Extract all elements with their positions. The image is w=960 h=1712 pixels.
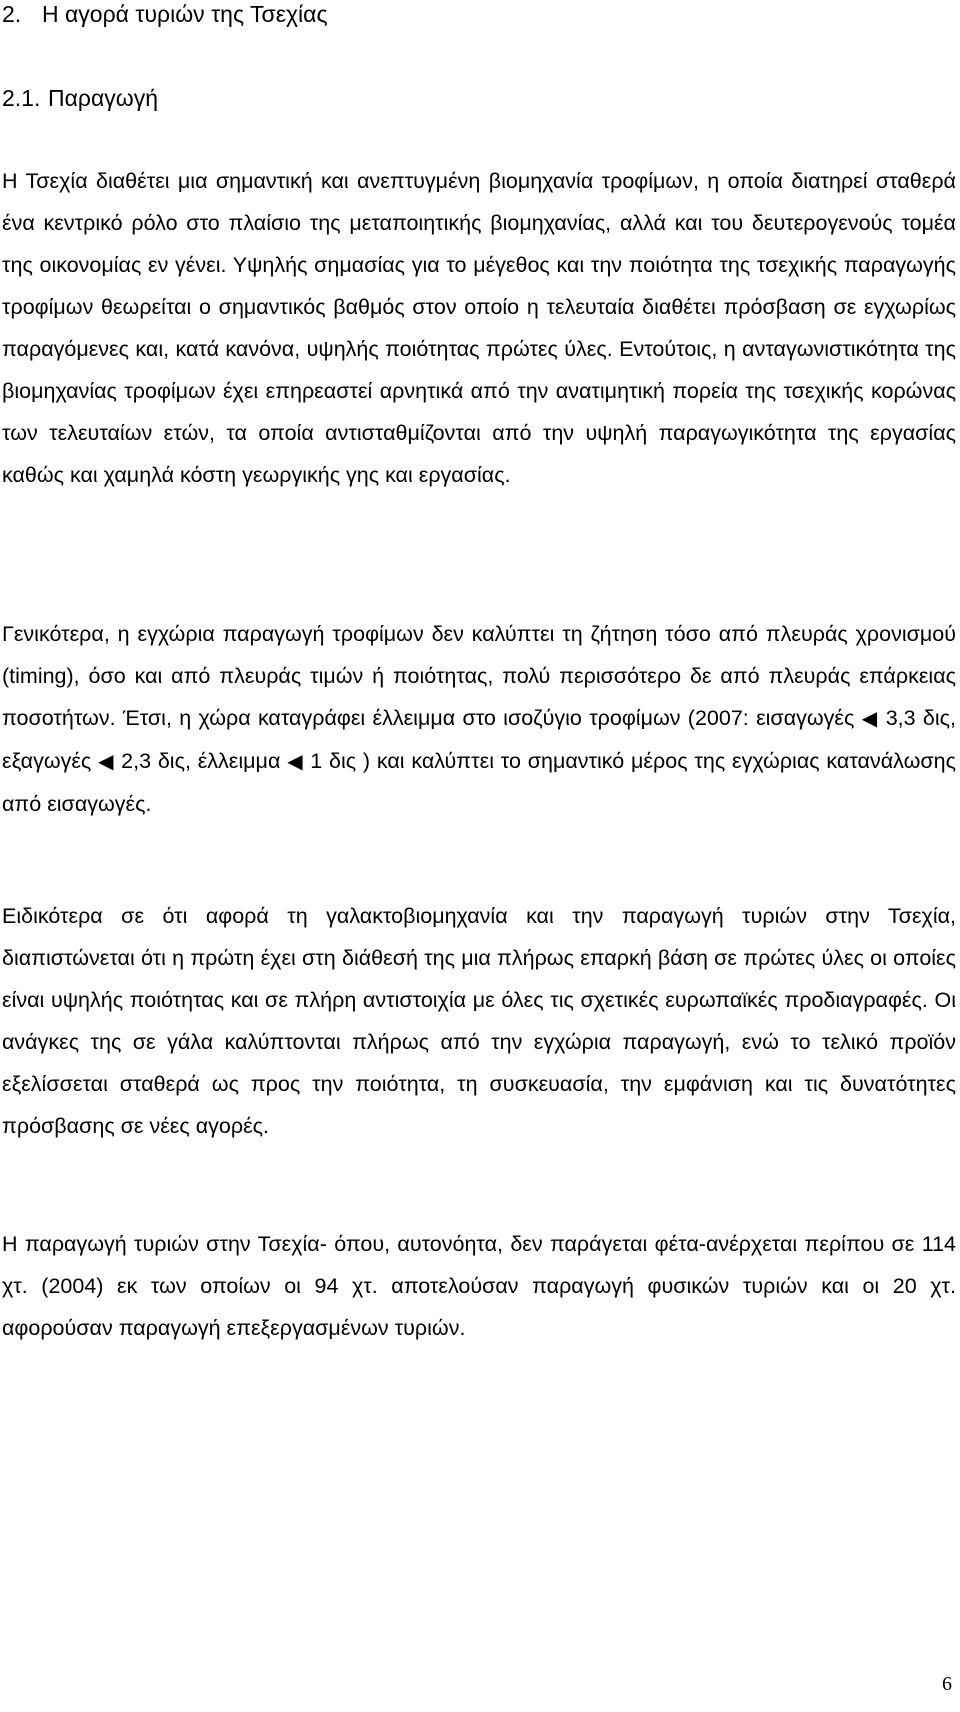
- section-number: 2.: [2, 1, 22, 27]
- paragraph-text: 1 δις ) και καλύπτει το σημαντικό μέρος της εγχώριας κατανάλωσης από εισαγωγές.: [2, 749, 956, 816]
- section-heading: [2, 0, 328, 28]
- subsection-heading: [2, 84, 158, 112]
- triangle-marker-icon: ◀: [861, 708, 879, 730]
- triangle-marker-icon: ◀: [287, 751, 304, 773]
- paragraph-cheese-production: Η παραγωγή τυριών στην Τσεχία- όπου, αυτονόητα, δεν παράγεται φέτα-ανέρχεται περίπου σε 114 χτ. (2004) εκ των οποίων οι 94 χτ. αποτελούσαν παραγωγή φυσικών τυριών και οι 20 χτ. αφορούσαν παραγωγή επεξεργασμένων τυριών.: [2, 1232, 956, 1340]
- paragraph-text: 3,3 δις, εξαγωγές: [2, 706, 956, 773]
- section-title: Η αγορά τυριών της Τσεχίας: [42, 1, 328, 27]
- paragraph-dairy-industry: Ειδικότερα σε ότι αφορά τη γαλακτοβιομηχανία και την παραγωγή τυριών στην Τσεχία, διαπιστώνεται ότι η πρώτη έχει στη διάθεσή της μια πλήρως επαρκή βάση σε πρώτες ύλες οι οποίες είναι υψηλής ποιότητας και σε πλήρη αντιστοιχία με όλες τις σχετικές ευρωπαϊκές προδιαγραφές. Οι ανάγκες της σε γάλα καλύπτονται πλήρως από την εγχώρια παραγωγή, ενώ το τελικό προϊόν εξελίσσεται σταθερά ως προς την ποιότητα, τη συσκευασία, την εμφάνιση και τις δυνατότητες πρόσβασης σε νέες αγορές.: [2, 904, 956, 1138]
- paragraph-text: 2,3 δις, έλλειμμα: [121, 749, 281, 773]
- page-number: 6: [942, 1673, 952, 1695]
- subsection-number: 2.1.: [2, 85, 41, 111]
- paragraph-production-overview: Η Τσεχία διαθέτει μια σημαντική και ανεπτυγμένη βιομηχανία τροφίμων, η οποία διατηρεί σταθερά ένα κεντρικό ρόλο στο πλαίσιο της μεταποιητικής βιομηχανίας, αλλά και του δευτερογενούς τομέα της οικονομίας εν γένει. Υψηλής σημασίας για το μέγεθος και την ποιότητα της τσεχικής παραγωγής τροφίμων θεωρείται ο σημαντικός βαθμός στον οποίο η τελευταία διαθέτει πρόσβαση σε εγχωρίως παραγόμενες και, κατά κανόνα, υψηλής ποιότητας πρώτες ύλες. Εντούτοις, η ανταγωνιστικότητα της βιομηχανίας τροφίμων έχει επηρεαστεί αρνητικά από την ανατιμητική πορεία της τσεχικής κορώνας των τελευταίων ετών, τα οποία αντισταθμίζονται από την υψηλή παραγωγικότητα της εργασίας καθώς και χαμηλά κόστη γεωργικής γης και εργασίας.: [2, 169, 956, 487]
- subsection-title: Παραγωγή: [48, 85, 159, 111]
- paragraph-text: Γενικότερα, η εγχώρια παραγωγή τροφίμων δεν καλύπτει τη ζήτηση τόσο από πλευράς χρονισμού (timing), όσο και από πλευράς τιμών ή ποιότητας, πολύ περισσότερο δε από πλευράς επάρκειας ποσοτήτων. Έτσι, η χώρα καταγράφει έλλειμμα στο ισοζύγιο τροφίμων (2007: εισαγωγές: [2, 622, 956, 730]
- paragraph-trade-balance: [2, 613, 956, 825]
- triangle-marker-icon: ◀: [98, 751, 115, 773]
